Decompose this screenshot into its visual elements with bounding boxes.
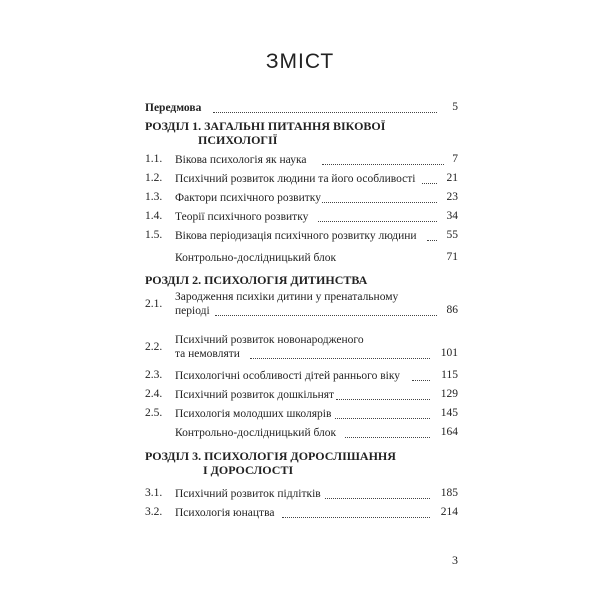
toc-item-number: 2.2. — [145, 341, 163, 353]
toc-item-text: Психічний розвиток підлітків — [175, 488, 321, 500]
toc-item-page: 129 — [440, 388, 458, 400]
toc-dots — [427, 240, 437, 241]
toc-item-page: 21 — [446, 172, 458, 184]
toc-item-page: 71 — [446, 251, 458, 263]
toc-item-text: Психологія юнацтва — [175, 507, 275, 519]
toc-item-page: 34 — [446, 210, 458, 222]
toc-item-text: Психологія молодших школярів — [175, 408, 332, 420]
toc-item-page: 145 — [440, 407, 458, 419]
toc-item-text: Контрольно-дослідницький блок — [175, 252, 337, 264]
toc-item-number: 1.5. — [145, 229, 163, 241]
toc-item-text-line1: Зародження психіки дитини у пренатальному — [175, 291, 399, 303]
toc-item-text: Теорії психічного розвитку — [175, 211, 309, 223]
toc-item-text: Психічний розвиток дошкільнят — [175, 389, 335, 401]
toc-item-number: 2.1. — [145, 298, 163, 310]
toc-dots — [412, 380, 430, 381]
toc-dots — [318, 221, 437, 222]
section-3-heading-line2: І ДОРОСЛОСТІ — [203, 463, 294, 477]
toc-dots — [282, 517, 430, 518]
toc-item-text: Вікова психологія як наука — [175, 154, 307, 166]
toc-item-number: 3.2. — [145, 506, 163, 518]
toc-item-number: 3.1. — [145, 487, 163, 499]
page-title: ЗМІСТ — [265, 50, 335, 73]
toc-item-number: 2.5. — [145, 407, 163, 419]
toc-item-number: 2.4. — [145, 388, 163, 400]
toc-dots — [250, 358, 430, 359]
page-number: 3 — [452, 553, 458, 567]
toc-dots — [422, 183, 437, 184]
toc-item-page: 115 — [441, 369, 458, 381]
toc-dots — [322, 164, 444, 165]
toc-dots — [215, 315, 437, 316]
toc-item-page: 101 — [440, 347, 458, 359]
toc-dots — [322, 202, 437, 203]
toc-dots — [345, 437, 430, 438]
toc-item-number: 2.3. — [145, 369, 163, 381]
section-3-heading-line1: РОЗДІЛ 3. ПСИХОЛОГІЯ ДОРОСЛІШАННЯ — [145, 449, 396, 463]
toc-dots — [325, 498, 430, 499]
toc-item-page: 214 — [440, 506, 458, 518]
toc-item-page: 7 — [452, 153, 458, 165]
toc-item-number: 1.2. — [145, 172, 163, 184]
section-1-heading-line2: ПСИХОЛОГІЇ — [198, 133, 278, 147]
toc-item-number: 1.1. — [145, 153, 163, 165]
toc-item-page: 55 — [446, 229, 458, 241]
toc-item-text-line2: та немовляти — [175, 348, 240, 360]
toc-item-text-line2: періоді — [175, 305, 210, 317]
toc-preface-page: 5 — [452, 101, 458, 113]
toc-item-text: Контрольно-дослідницький блок — [175, 427, 337, 439]
section-1-heading-line1: РОЗДІЛ 1. ЗАГАЛЬНІ ПИТАННЯ ВІКОВОЇ — [145, 119, 386, 133]
toc-item-page: 23 — [446, 191, 458, 203]
toc-preface-label: Передмова — [145, 102, 202, 114]
toc-item-number: 1.3. — [145, 191, 163, 203]
toc-item-text: Фактори психічного розвитку — [175, 192, 321, 204]
toc-item-page: 86 — [446, 304, 458, 316]
toc-item-text: Психічний розвиток людини та його особливості — [175, 173, 416, 185]
toc-item-page: 164 — [440, 426, 458, 438]
toc-dots — [213, 112, 437, 113]
toc-item-text: Психологічні особливості дітей раннього віку — [175, 370, 401, 382]
toc-item-number: 1.4. — [145, 210, 163, 222]
toc-item-text-line1: Психічний розвиток новонародженого — [175, 334, 364, 346]
toc-item-text: Вікова періодизація психічного розвитку людини — [175, 230, 417, 242]
toc-item-page: 185 — [440, 487, 458, 499]
section-2-heading: РОЗДІЛ 2. ПСИХОЛОГІЯ ДИТИНСТВА — [145, 273, 368, 287]
toc-dots — [336, 399, 430, 400]
toc-dots — [335, 418, 430, 419]
